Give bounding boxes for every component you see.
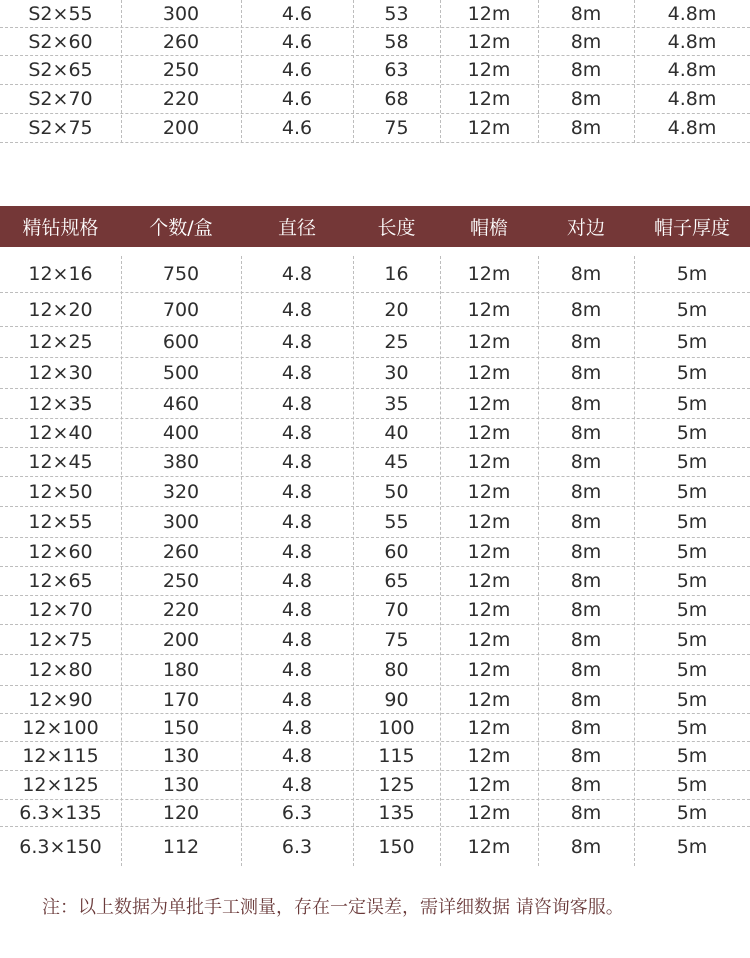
- cell-head-thickness: 4.8m: [667, 59, 717, 81]
- cell-length: 30: [384, 362, 409, 384]
- table-row: [0, 477, 750, 507]
- column-divider: [440, 256, 441, 866]
- cell-across-flats: 8m: [570, 835, 602, 858]
- cell-spec: 12×100: [22, 716, 99, 739]
- header-brim: 帽檐: [469, 217, 508, 239]
- cell-count: 112: [162, 835, 200, 858]
- table-row: [0, 827, 750, 866]
- cell-spec: S2×55: [28, 2, 93, 25]
- cell-length: 75: [384, 628, 409, 651]
- table-row: [0, 0, 750, 28]
- cell-length: 75: [384, 117, 409, 139]
- cell-across-flats: 8m: [570, 774, 602, 796]
- cell-length: 35: [384, 392, 409, 415]
- cell-head-thickness: 5m: [676, 835, 708, 858]
- table-row: [0, 28, 750, 56]
- cell-head-thickness: 4.8m: [667, 117, 717, 139]
- cell-count: 120: [162, 802, 200, 824]
- cell-across-flats: 8m: [570, 263, 602, 285]
- cell-brim: 12m: [467, 362, 511, 384]
- cell-diameter: 4.8: [281, 628, 313, 651]
- cell-spec: 12×35: [28, 392, 93, 415]
- cell-count: 150: [162, 716, 200, 739]
- cell-across-flats: 8m: [570, 362, 602, 384]
- header-head-thickness: 帽子厚度: [653, 217, 730, 239]
- cell-count: 600: [162, 331, 200, 353]
- cell-count: 400: [162, 422, 200, 444]
- cell-diameter: 4.8: [281, 480, 313, 503]
- cell-length: 20: [384, 298, 409, 321]
- cell-across-flats: 8m: [570, 599, 602, 621]
- cell-brim: 12m: [467, 659, 511, 681]
- cell-brim: 12m: [467, 835, 511, 858]
- cell-count: 700: [162, 298, 200, 321]
- table-row: [0, 771, 750, 800]
- table-row: [0, 655, 750, 686]
- cell-spec: 6.3×150: [19, 835, 102, 858]
- cell-spec: 12×20: [28, 298, 93, 321]
- cell-length: 90: [384, 688, 409, 711]
- cell-diameter: 4.8: [281, 599, 313, 621]
- cell-spec: S2×60: [28, 30, 93, 53]
- cell-head-thickness: 4.8m: [667, 30, 717, 53]
- cell-diameter: 4.8: [281, 716, 313, 739]
- cell-across-flats: 8m: [570, 480, 602, 503]
- column-divider: [241, 256, 242, 866]
- header-count: 个数/盒: [149, 217, 213, 239]
- cell-diameter: 4.8: [281, 511, 313, 533]
- cell-across-flats: 8m: [570, 59, 602, 81]
- cell-brim: 12m: [467, 2, 511, 25]
- table-row: [0, 389, 750, 419]
- cell-brim: 12m: [467, 774, 511, 796]
- cell-count: 300: [162, 2, 200, 25]
- cell-count: 260: [162, 30, 200, 53]
- cell-spec: 12×30: [28, 362, 93, 384]
- cell-count: 750: [162, 263, 200, 285]
- cell-brim: 12m: [467, 59, 511, 81]
- cell-spec: 12×16: [28, 263, 93, 285]
- cell-spec: 12×40: [28, 422, 93, 444]
- cell-head-thickness: 5m: [676, 599, 708, 621]
- cell-diameter: 4.8: [281, 570, 313, 592]
- cell-length: 40: [384, 422, 409, 444]
- table-row: [0, 85, 750, 114]
- table-row: [0, 327, 750, 358]
- cell-count: 380: [162, 451, 200, 473]
- column-divider: [121, 256, 122, 866]
- cell-spec: S2×70: [28, 88, 93, 110]
- cell-count: 220: [162, 599, 200, 621]
- cell-head-thickness: 5m: [676, 541, 708, 563]
- cell-spec: 12×45: [28, 451, 93, 473]
- cell-spec: 12×25: [28, 331, 93, 353]
- cell-diameter: 4.6: [281, 2, 313, 25]
- cell-brim: 12m: [467, 716, 511, 739]
- table-row: [0, 800, 750, 827]
- cell-count: 170: [162, 688, 200, 711]
- cell-diameter: 4.8: [281, 298, 313, 321]
- cell-brim: 12m: [467, 331, 511, 353]
- cell-count: 200: [162, 628, 200, 651]
- cell-head-thickness: 4.8m: [667, 88, 717, 110]
- column-divider: [121, 0, 122, 143]
- cell-length: 80: [384, 659, 409, 681]
- cell-across-flats: 8m: [570, 628, 602, 651]
- cell-spec: 12×65: [28, 570, 93, 592]
- cell-across-flats: 8m: [570, 716, 602, 739]
- cell-diameter: 4.8: [281, 422, 313, 444]
- cell-diameter: 4.8: [281, 331, 313, 353]
- header-length: 长度: [377, 217, 416, 239]
- cell-count: 130: [162, 745, 200, 767]
- cell-length: 135: [378, 802, 415, 824]
- table-row: [0, 742, 750, 771]
- cell-brim: 12m: [467, 628, 511, 651]
- cell-head-thickness: 5m: [676, 774, 708, 796]
- table-row: [0, 686, 750, 714]
- cell-across-flats: 8m: [570, 570, 602, 592]
- column-divider: [440, 0, 441, 143]
- cell-head-thickness: 5m: [676, 716, 708, 739]
- cell-across-flats: 8m: [570, 298, 602, 321]
- cell-length: 63: [384, 59, 409, 81]
- cell-length: 68: [384, 88, 409, 110]
- table-row: [0, 56, 750, 85]
- cell-across-flats: 8m: [570, 451, 602, 473]
- cell-spec: 12×80: [28, 659, 93, 681]
- cell-brim: 12m: [467, 541, 511, 563]
- cell-brim: 12m: [467, 298, 511, 321]
- cell-brim: 12m: [467, 88, 511, 110]
- cell-head-thickness: 5m: [676, 628, 708, 651]
- cell-brim: 12m: [467, 480, 511, 503]
- cell-across-flats: 8m: [570, 30, 602, 53]
- cell-count: 320: [162, 480, 200, 503]
- cell-length: 60: [384, 541, 409, 563]
- cell-head-thickness: 5m: [676, 659, 708, 681]
- cell-across-flats: 8m: [570, 688, 602, 711]
- cell-across-flats: 8m: [570, 541, 602, 563]
- column-divider: [241, 0, 242, 143]
- cell-length: 53: [384, 2, 409, 25]
- cell-head-thickness: 5m: [676, 802, 708, 824]
- table-row: [0, 538, 750, 567]
- cell-head-thickness: 5m: [676, 392, 708, 415]
- cell-diameter: 6.3: [281, 835, 313, 858]
- cell-across-flats: 8m: [570, 745, 602, 767]
- table-row: [0, 567, 750, 596]
- cell-diameter: 4.8: [281, 362, 313, 384]
- cell-brim: 12m: [467, 30, 511, 53]
- table-row: [0, 293, 750, 327]
- cell-diameter: 4.8: [281, 451, 313, 473]
- cell-length: 55: [384, 511, 409, 533]
- cell-brim: 12m: [467, 263, 511, 285]
- cell-diameter: 4.8: [281, 541, 313, 563]
- cell-diameter: 4.6: [281, 117, 313, 139]
- cell-diameter: 4.6: [281, 88, 313, 110]
- cell-across-flats: 8m: [570, 511, 602, 533]
- cell-head-thickness: 5m: [676, 745, 708, 767]
- cell-brim: 12m: [467, 117, 511, 139]
- cell-brim: 12m: [467, 599, 511, 621]
- cell-head-thickness: 5m: [676, 362, 708, 384]
- cell-diameter: 4.8: [281, 774, 313, 796]
- cell-diameter: 4.6: [281, 59, 313, 81]
- cell-brim: 12m: [467, 570, 511, 592]
- cell-head-thickness: 5m: [676, 480, 708, 503]
- cell-count: 250: [162, 59, 200, 81]
- cell-length: 150: [378, 835, 415, 858]
- table-row: [0, 714, 750, 742]
- column-divider: [538, 256, 539, 866]
- column-divider: [353, 256, 354, 866]
- cell-across-flats: 8m: [570, 659, 602, 681]
- cell-length: 58: [384, 30, 409, 53]
- cell-count: 130: [162, 774, 200, 796]
- column-divider: [353, 0, 354, 143]
- footnote: 注：以上数据为单批手工测量，存在一定误差，需详细数据 请咨询客服。: [42, 897, 624, 918]
- table-row: [0, 596, 750, 625]
- header-diameter: 直径: [277, 217, 316, 239]
- table-row: [0, 114, 750, 143]
- cell-brim: 12m: [467, 392, 511, 415]
- cell-head-thickness: 5m: [676, 422, 708, 444]
- cell-count: 250: [162, 570, 200, 592]
- cell-head-thickness: 4.8m: [667, 2, 717, 25]
- cell-count: 300: [162, 511, 200, 533]
- cell-length: 100: [378, 716, 415, 739]
- cell-count: 460: [162, 392, 200, 415]
- cell-brim: 12m: [467, 511, 511, 533]
- cell-length: 45: [384, 451, 409, 473]
- cell-across-flats: 8m: [570, 2, 602, 25]
- cell-head-thickness: 5m: [676, 570, 708, 592]
- column-divider: [634, 0, 635, 143]
- cell-spec: S2×65: [28, 59, 93, 81]
- cell-spec: 12×55: [28, 511, 93, 533]
- table-row: [0, 358, 750, 389]
- cell-spec: 12×60: [28, 541, 93, 563]
- cell-count: 220: [162, 88, 200, 110]
- cell-spec: 12×90: [28, 688, 93, 711]
- cell-spec: 12×115: [22, 745, 99, 767]
- cell-across-flats: 8m: [570, 802, 602, 824]
- cell-head-thickness: 5m: [676, 298, 708, 321]
- cell-count: 180: [162, 659, 200, 681]
- cell-count: 260: [162, 541, 200, 563]
- cell-diameter: 4.8: [281, 659, 313, 681]
- cell-across-flats: 8m: [570, 422, 602, 444]
- cell-spec: S2×75: [28, 117, 93, 139]
- cell-head-thickness: 5m: [676, 451, 708, 473]
- cell-spec: 12×125: [22, 774, 99, 796]
- cell-diameter: 4.8: [281, 392, 313, 415]
- cell-brim: 12m: [467, 745, 511, 767]
- cell-head-thickness: 5m: [676, 511, 708, 533]
- cell-diameter: 4.8: [281, 745, 313, 767]
- header-across-flats: 对边: [566, 217, 605, 239]
- column-divider: [538, 0, 539, 143]
- cell-length: 16: [384, 263, 409, 285]
- table-row: [0, 419, 750, 448]
- cell-brim: 12m: [467, 802, 511, 824]
- cell-length: 125: [378, 774, 415, 796]
- cell-head-thickness: 5m: [676, 263, 708, 285]
- table-row: [0, 507, 750, 538]
- cell-across-flats: 8m: [570, 331, 602, 353]
- cell-length: 70: [384, 599, 409, 621]
- table-row: [0, 448, 750, 477]
- cell-diameter: 4.6: [281, 30, 313, 53]
- cell-head-thickness: 5m: [676, 688, 708, 711]
- cell-spec: 12×75: [28, 628, 93, 651]
- cell-across-flats: 8m: [570, 117, 602, 139]
- cell-diameter: 4.8: [281, 263, 313, 285]
- cell-spec: 12×70: [28, 599, 93, 621]
- cell-spec: 6.3×135: [19, 802, 102, 824]
- cell-count: 500: [162, 362, 200, 384]
- table-row: [0, 256, 750, 293]
- column-divider: [634, 256, 635, 866]
- cell-spec: 12×50: [28, 480, 93, 503]
- header-spec: 精钻规格: [22, 217, 99, 239]
- cell-count: 200: [162, 117, 200, 139]
- cell-brim: 12m: [467, 422, 511, 444]
- table-row: [0, 625, 750, 655]
- cell-length: 115: [378, 745, 415, 767]
- cell-head-thickness: 5m: [676, 331, 708, 353]
- cell-diameter: 6.3: [281, 802, 313, 824]
- cell-length: 50: [384, 480, 409, 503]
- cell-across-flats: 8m: [570, 392, 602, 415]
- cell-length: 65: [384, 570, 409, 592]
- cell-length: 25: [384, 331, 409, 353]
- cell-brim: 12m: [467, 688, 511, 711]
- cell-diameter: 4.8: [281, 688, 313, 711]
- cell-brim: 12m: [467, 451, 511, 473]
- table-header: [0, 206, 750, 247]
- cell-across-flats: 8m: [570, 88, 602, 110]
